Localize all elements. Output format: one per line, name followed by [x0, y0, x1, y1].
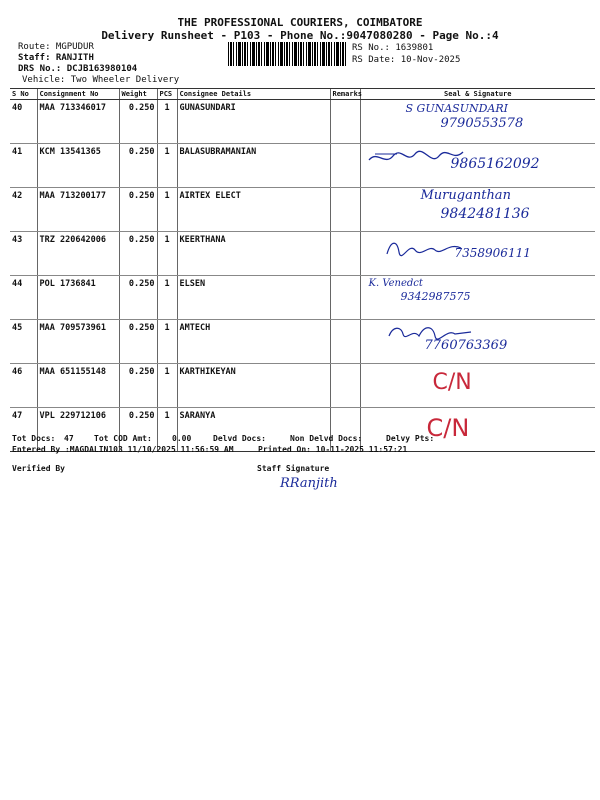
- row-signature: [360, 232, 595, 276]
- row-consignee: ELSEN: [177, 276, 330, 320]
- tot-docs-value: 47: [64, 434, 74, 443]
- staff-signature: RRanjith: [280, 476, 338, 491]
- row-remarks: [330, 188, 360, 232]
- row-sno: 45: [10, 320, 37, 364]
- row-consignee: KEERTHANA: [177, 232, 330, 276]
- row-consignee: GUNASUNDARI: [177, 100, 330, 144]
- row-consignment: MAA 709573961: [37, 320, 119, 364]
- signature-name: K. Venedct: [368, 278, 423, 289]
- row-signature: [360, 100, 595, 144]
- row-sno: 46: [10, 364, 37, 408]
- row-weight: 0.250: [119, 188, 157, 232]
- company-title: THE PROFESSIONAL COURIERS, COIMBATORE: [177, 16, 423, 29]
- entered-by: Entered By :MAGDALIN103 11/10/2025 11:56:59 AM: [12, 445, 234, 454]
- staff-signature-label: Staff Signature: [257, 464, 330, 473]
- table-header-row: [10, 89, 595, 100]
- staff-label: Staff: RANJITH: [18, 53, 94, 63]
- signature-phone: 9790553578: [440, 116, 524, 131]
- row-weight: 0.250: [119, 144, 157, 188]
- table-row: [10, 144, 595, 188]
- row-sno: 42: [10, 188, 37, 232]
- row-sno: 44: [10, 276, 37, 320]
- row-consignment: MAA 651155148: [37, 364, 119, 408]
- row-pcs: 1: [157, 276, 177, 320]
- row-sno: 40: [10, 100, 37, 144]
- row-consignee: BALASUBRAMANIAN: [177, 144, 330, 188]
- table-row: [10, 320, 595, 364]
- delvd-docs-label: Delvd Docs:: [213, 434, 266, 443]
- route-label: Route: MGPUDUR: [18, 42, 94, 52]
- row-remarks: [330, 144, 360, 188]
- row-consignment: POL 1736841: [37, 276, 119, 320]
- non-delvd-docs-label: Non Delvd Docs:: [290, 434, 363, 443]
- row-signature: [360, 320, 595, 364]
- row-weight: 0.250: [119, 408, 157, 452]
- row-consignee: AIRTEX ELECT: [177, 188, 330, 232]
- signature-phone: 9342987575: [400, 290, 471, 303]
- printed-on: Printed On: 10-11-2025 11:57:21: [258, 445, 408, 454]
- runsheet-table: [10, 88, 595, 452]
- verified-by-label: Verified By: [12, 464, 65, 473]
- row-remarks: [330, 276, 360, 320]
- row-remarks: [330, 320, 360, 364]
- row-sno: 41: [10, 144, 37, 188]
- delvy-pts-label: Delvy Pts:: [386, 434, 435, 443]
- col-weight: Weight: [119, 89, 157, 100]
- row-signature: [360, 364, 595, 408]
- col-seal-signature: Seal & Signature: [360, 89, 595, 100]
- table-row: [10, 188, 595, 232]
- table-row: [10, 232, 595, 276]
- row-pcs: 1: [157, 320, 177, 364]
- row-consignment: VPL 229712106: [37, 408, 119, 452]
- signature-phone: 9865162092: [450, 156, 540, 172]
- drs-label: DRS No.: DCJB163980104: [18, 64, 138, 74]
- signature-phone: 7358906111: [454, 246, 531, 260]
- row-consignment: KCM 13541365: [37, 144, 119, 188]
- row-weight: 0.250: [119, 100, 157, 144]
- col-consignment: Consignment No: [37, 89, 119, 100]
- row-consignee: SARANYA: [177, 408, 330, 452]
- table-row: [10, 364, 595, 408]
- row-consignee: AMTECH: [177, 320, 330, 364]
- tot-cod-label: Tot COD Amt:: [94, 434, 152, 443]
- row-pcs: 1: [157, 100, 177, 144]
- signature-phone: 9842481136: [440, 206, 530, 222]
- row-pcs: 1: [157, 232, 177, 276]
- signature-cn-mark: C/N: [426, 414, 470, 442]
- row-remarks: [330, 364, 360, 408]
- rs-date: RS Date: 10-Nov-2025: [352, 55, 461, 65]
- col-sno: S No: [10, 89, 37, 100]
- row-remarks: [330, 232, 360, 276]
- signature-name: Muruganthan: [420, 188, 511, 203]
- signature-phone: 7760763369: [424, 338, 508, 353]
- row-signature: [360, 144, 595, 188]
- row-consignment: MAA 713200177: [37, 188, 119, 232]
- row-weight: 0.250: [119, 364, 157, 408]
- col-consignee: Consignee Details: [177, 89, 330, 100]
- row-consignment: TRZ 220642006: [37, 232, 119, 276]
- row-pcs: 1: [157, 408, 177, 452]
- row-pcs: 1: [157, 188, 177, 232]
- row-consignment: MAA 713346017: [37, 100, 119, 144]
- tot-docs-label: Tot Docs:: [12, 434, 56, 443]
- row-signature: [360, 276, 595, 320]
- row-consignee: KARTHIKEYAN: [177, 364, 330, 408]
- table-row: [10, 100, 595, 144]
- row-weight: 0.250: [119, 276, 157, 320]
- handwritten-signature-scribble: [385, 238, 465, 258]
- runsheet-subtitle: Delivery Runsheet - P103 - Phone No.:9047080280 - Page No.:4: [101, 29, 499, 42]
- signature-cn-mark: C/N: [432, 370, 472, 395]
- row-pcs: 1: [157, 364, 177, 408]
- vehicle-label: Vehicle: Two Wheeler Delivery: [22, 75, 180, 85]
- col-pcs: PCS: [157, 89, 177, 100]
- row-remarks: [330, 100, 360, 144]
- rs-number: RS No.: 1639801: [352, 43, 434, 53]
- row-weight: 0.250: [119, 232, 157, 276]
- row-weight: 0.250: [119, 320, 157, 364]
- row-signature: [360, 188, 595, 232]
- signature-name: S GUNASUNDARI: [405, 102, 508, 115]
- row-sno: 47: [10, 408, 37, 452]
- table-row: [10, 276, 595, 320]
- barcode: [228, 42, 348, 66]
- col-remarks: Remarks: [330, 89, 360, 100]
- row-sno: 43: [10, 232, 37, 276]
- row-pcs: 1: [157, 144, 177, 188]
- tot-cod-value: 0.00: [172, 434, 192, 443]
